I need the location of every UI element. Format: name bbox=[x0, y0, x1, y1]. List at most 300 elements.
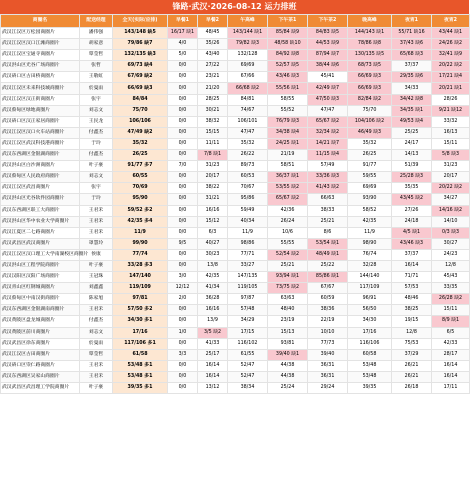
area-name-cell: 武汉江汉区汉口火车站商圈片 bbox=[1, 127, 80, 138]
manager-cell: 陈家旭 bbox=[80, 294, 113, 305]
shift-cell: 0/0 bbox=[168, 138, 198, 149]
shift-cell: 28/25 bbox=[198, 94, 228, 105]
shift-cell: 26/22 bbox=[228, 150, 268, 161]
shift-cell: 6/3 bbox=[198, 227, 228, 238]
shift-cell: 21/20 bbox=[198, 83, 228, 94]
shift-cell: 84/81 bbox=[228, 94, 268, 105]
shift-cell: 11/9 bbox=[113, 227, 168, 238]
shift-cell: 26/18 bbox=[392, 383, 432, 394]
column-header[interactable]: 早餐2 bbox=[198, 15, 228, 28]
shift-cell: 39/35 多1 bbox=[113, 383, 168, 394]
manager-cell: 王冠珠 bbox=[80, 272, 113, 283]
shift-cell: 34/30 多1 bbox=[113, 316, 168, 327]
shift-cell: 57/48 bbox=[228, 305, 268, 316]
shift-cell: 37/37 bbox=[392, 61, 432, 72]
table-row[interactable] bbox=[1, 194, 470, 205]
shift-cell: 91/77 bbox=[348, 161, 392, 172]
column-header[interactable]: 晚高峰 bbox=[348, 15, 392, 28]
shift-cell: 60/53 bbox=[228, 172, 268, 183]
area-name-cell: 武汉江汉区武昌商圈片 bbox=[1, 183, 80, 194]
shift-cell: 24/17 bbox=[392, 138, 432, 149]
shift-cell: 31/21 bbox=[198, 194, 228, 205]
shift-cell: 7/8 缺1 bbox=[198, 150, 228, 161]
table-row[interactable] bbox=[1, 360, 470, 371]
shift-cell: 44/38 bbox=[268, 360, 308, 371]
shift-cell: 44/38 bbox=[268, 371, 308, 382]
table-row[interactable] bbox=[1, 305, 470, 316]
manager-cell: 叶子豪 bbox=[80, 161, 113, 172]
shift-cell: 17/16 bbox=[348, 327, 392, 338]
table-row[interactable] bbox=[1, 94, 470, 105]
shift-cell: 66/63 bbox=[308, 194, 348, 205]
shift-cell: 39/40 bbox=[308, 349, 348, 360]
manager-cell: 王君禾 bbox=[80, 371, 113, 382]
shift-cell: 52/54 缺2 bbox=[268, 249, 308, 260]
shift-cell: 84/92 缺8 bbox=[268, 50, 308, 61]
area-name-cell: 武汉武昌区徐东商圈片 bbox=[1, 338, 80, 349]
shift-cell: 0/0 bbox=[168, 338, 198, 349]
shift-cell: 12/12 bbox=[168, 283, 198, 294]
shift-cell: 31/23 bbox=[432, 161, 470, 172]
table-row[interactable] bbox=[1, 50, 470, 61]
manager-cell: 付鑫杰 bbox=[80, 150, 113, 161]
shift-cell: 48/49 缺1 bbox=[308, 249, 348, 260]
shift-cell: 16/13 bbox=[432, 127, 470, 138]
shift-cell: 98/86 bbox=[228, 238, 268, 249]
shift-cell: 51/39 bbox=[392, 161, 432, 172]
area-name-cell: 武汉东西湖区联工大商圈片 bbox=[1, 205, 80, 216]
shift-cell: 31/23 bbox=[198, 161, 228, 172]
shift-cell: 77/73 bbox=[308, 338, 348, 349]
shift-cell: 68/73 缺5 bbox=[348, 61, 392, 72]
shift-cell: 96/91 bbox=[348, 294, 392, 305]
shift-cell: 0/0 bbox=[168, 205, 198, 216]
shift-cell: 12/8 bbox=[392, 327, 432, 338]
shift-cell: 73/75 缺2 bbox=[268, 283, 308, 294]
shift-cell: 117/109 bbox=[348, 283, 392, 294]
shift-cell: 79/82 缺3 bbox=[228, 39, 268, 50]
shift-cell: 42/49 缺7 bbox=[308, 83, 348, 94]
area-name-cell: 武汉洪山区光谷广场商圈片 bbox=[1, 61, 80, 72]
shift-cell: 23/19 bbox=[268, 316, 308, 327]
shift-cell: 29/35 缺6 bbox=[392, 72, 432, 83]
area-name-cell: 武汉江汉区万松园商圈片 bbox=[1, 28, 80, 39]
shift-cell: 1/0 bbox=[168, 327, 198, 338]
shift-cell: 55/56 缺1 bbox=[268, 83, 308, 94]
shift-cell: 35/35 bbox=[392, 183, 432, 194]
table-row[interactable] bbox=[1, 72, 470, 83]
area-name-cell: 武汉洪山区工程学院商圈片 bbox=[1, 260, 80, 271]
shift-cell: 35/32 bbox=[113, 138, 168, 149]
column-header[interactable]: 夜宵2 bbox=[432, 15, 470, 28]
table-row[interactable] bbox=[1, 39, 470, 50]
area-name-cell: 武汉洪山区白沙洲商圈片 bbox=[1, 161, 80, 172]
shift-cell: 0/0 bbox=[168, 183, 198, 194]
shift-cell: 47/49 缺2 bbox=[113, 127, 168, 138]
shift-cell: 43/46 缺3 bbox=[268, 72, 308, 83]
shift-cell: 82/84 缺2 bbox=[348, 94, 392, 105]
shift-cell: 0/0 bbox=[168, 83, 198, 94]
area-name-cell: 武汉蔡甸区绿地商圈片 bbox=[1, 105, 80, 116]
shift-cell: 14/13 bbox=[392, 150, 432, 161]
shift-cell: 13/12 bbox=[198, 383, 228, 394]
shift-cell: 33/27 bbox=[228, 260, 268, 271]
shift-cell: 116/106 bbox=[348, 338, 392, 349]
shift-cell: 38/36 bbox=[308, 305, 348, 316]
table-row[interactable] bbox=[1, 238, 470, 249]
table-row[interactable] bbox=[1, 371, 470, 382]
shift-cell: 66/69 缺3 bbox=[348, 72, 392, 83]
table-row[interactable] bbox=[1, 260, 470, 271]
shift-cell: 15/12 bbox=[198, 216, 228, 227]
area-name-cell: 武汉江汉区汉口江滩商圈片 bbox=[1, 39, 80, 50]
shift-cell: 3/0 bbox=[168, 272, 198, 283]
column-header[interactable]: 夜宵1 bbox=[392, 15, 432, 28]
shift-cell: 98/90 bbox=[348, 238, 392, 249]
shift-cell: 39/35 bbox=[348, 383, 392, 394]
shift-cell: 2/0 bbox=[168, 294, 198, 305]
manager-cell: 付鑫杰 bbox=[80, 316, 113, 327]
shift-cell: 116/102 bbox=[228, 338, 268, 349]
shift-cell: 0/0 bbox=[168, 61, 198, 72]
table-row[interactable] bbox=[1, 338, 470, 349]
manager-cell: 胡家意 bbox=[80, 39, 113, 50]
shift-cell: 144/140 bbox=[348, 272, 392, 283]
shift-cell: 11/15 缺4 bbox=[308, 150, 348, 161]
shift-cell: 55/52 bbox=[268, 105, 308, 116]
shift-cell: 45/43 bbox=[432, 272, 470, 283]
shift-cell: 11/9 bbox=[348, 227, 392, 238]
shift-cell: 10/6 bbox=[268, 227, 308, 238]
shift-cell: 17/15 bbox=[228, 327, 268, 338]
shift-cell: 33/32 bbox=[432, 116, 470, 127]
shift-cell: 28/26 bbox=[432, 94, 470, 105]
shift-cell: 40/34 bbox=[228, 216, 268, 227]
shift-cell: 53/48 bbox=[348, 360, 392, 371]
shift-cell: 11/11 bbox=[198, 138, 228, 149]
table-row[interactable] bbox=[1, 249, 470, 260]
shift-cell: 34/38 缺4 bbox=[268, 127, 308, 138]
shift-cell: 43/45 缺2 bbox=[392, 194, 432, 205]
column-header[interactable]: 配送经理 bbox=[80, 15, 113, 28]
shift-cell: 34/42 缺8 bbox=[392, 94, 432, 105]
shift-cell: 17/21 缺4 bbox=[432, 72, 470, 83]
column-header[interactable]: 商圈名 bbox=[1, 15, 80, 28]
shift-cell: 32/41 缺9 bbox=[432, 50, 470, 61]
shift-cell: 8/9 缺1 bbox=[432, 316, 470, 327]
shift-cell: 132/128 bbox=[228, 50, 268, 61]
manager-cell: 刘志文 bbox=[80, 105, 113, 116]
shift-cell: 41/43 缺2 bbox=[308, 183, 348, 194]
shift-cell: 36/31 bbox=[308, 360, 348, 371]
column-header[interactable]: 午高峰 bbox=[228, 15, 268, 28]
shift-cell: 38/44 缺6 bbox=[308, 61, 348, 72]
shift-cell: 24/18 bbox=[392, 216, 432, 227]
table-row[interactable] bbox=[1, 349, 470, 360]
shift-cell: 21/19 bbox=[268, 150, 308, 161]
table-row[interactable] bbox=[1, 161, 470, 172]
shift-cell: 35/26 bbox=[198, 39, 228, 50]
shift-cell: 34/27 bbox=[432, 194, 470, 205]
shift-cell: 33/28 多3 bbox=[113, 260, 168, 271]
shift-cell: 34/33 bbox=[392, 83, 432, 94]
shift-cell: 11/9 bbox=[228, 227, 268, 238]
shift-cell: 65/67 缺2 bbox=[268, 194, 308, 205]
shift-cell: 58/55 bbox=[268, 94, 308, 105]
shift-cell: 3/5 缺2 bbox=[198, 327, 228, 338]
table-row[interactable] bbox=[1, 172, 470, 183]
shift-cell: 0/0 bbox=[168, 94, 198, 105]
area-name-cell: 武汉黄陂区前川商圈片 bbox=[1, 327, 80, 338]
shift-cell: 75/53 bbox=[392, 338, 432, 349]
manager-cell: 王君禾 bbox=[80, 360, 113, 371]
manager-cell: 于玲 bbox=[80, 194, 113, 205]
shift-cell: 13/9 bbox=[198, 316, 228, 327]
shift-cell: 16/14 bbox=[392, 260, 432, 271]
shift-cell: 0/0 bbox=[168, 150, 198, 161]
area-name-cell: 武汉江汉区汉口理工大学南湖校区商圈片 bbox=[1, 249, 80, 260]
shift-cell: 0/0 bbox=[168, 383, 198, 394]
shift-cell: 42/35 bbox=[348, 216, 392, 227]
shift-cell: 20/22 缺2 bbox=[432, 183, 470, 194]
shift-cell: 77/71 bbox=[228, 249, 268, 260]
shift-cell: 9/5 bbox=[168, 238, 198, 249]
shift-cell: 93/90 bbox=[348, 194, 392, 205]
manager-cell: 刘志文 bbox=[80, 327, 113, 338]
table-row[interactable] bbox=[1, 272, 470, 283]
shift-cell: 130/135 缺5 bbox=[348, 50, 392, 61]
shift-cell: 69/69 bbox=[228, 61, 268, 72]
shift-cell: 13/8 bbox=[198, 260, 228, 271]
manager-cell: 叶子豪 bbox=[80, 383, 113, 394]
area-name-cell: 武汉黄陂区盘龙城商圈片 bbox=[1, 316, 80, 327]
shift-cell: 15/11 bbox=[432, 138, 470, 149]
table-row[interactable] bbox=[1, 138, 470, 149]
manager-cell: 刘鑫鑫 bbox=[80, 283, 113, 294]
shift-cell: 97/81 bbox=[113, 294, 168, 305]
shift-cell: 17/16 bbox=[113, 327, 168, 338]
shift-cell: 16/14 bbox=[432, 371, 470, 382]
shift-cell: 53/48 bbox=[348, 371, 392, 382]
shift-cell: 46/49 缺3 bbox=[348, 127, 392, 138]
shift-cell: 70/67 bbox=[228, 183, 268, 194]
table-row[interactable] bbox=[1, 383, 470, 394]
shift-cell: 66/69 缺3 bbox=[348, 83, 392, 94]
area-name-cell: 武汉蔡甸区人民政府商圈片 bbox=[1, 172, 80, 183]
shift-cell: 24/25 缺1 bbox=[268, 138, 308, 149]
manager-cell: 侯康 bbox=[80, 249, 113, 260]
shift-cell: 106/106 bbox=[113, 116, 168, 127]
shift-cell: 35/32 bbox=[228, 138, 268, 149]
shift-cell: 34/35 缺1 bbox=[392, 105, 432, 116]
shift-cell: 66/68 缺2 bbox=[228, 83, 268, 94]
column-header[interactable]: 全天(实际/应排) bbox=[113, 15, 168, 28]
shift-cell: 53/48 多1 bbox=[113, 371, 168, 382]
shift-cell: 119/109 bbox=[113, 283, 168, 294]
manager-cell: 张哲 bbox=[80, 61, 113, 72]
shift-cell: 25/21 bbox=[308, 216, 348, 227]
table-row[interactable] bbox=[1, 183, 470, 194]
shift-cell: 58/51 bbox=[268, 161, 308, 172]
shift-cell: 7/0 bbox=[168, 161, 198, 172]
shift-cell: 34/29 bbox=[228, 316, 268, 327]
shift-cell: 42/35 bbox=[198, 272, 228, 283]
shift-cell: 6/5 bbox=[432, 327, 470, 338]
shift-cell: 144/143 缺1 bbox=[348, 28, 392, 39]
shift-cell: 19/15 bbox=[392, 316, 432, 327]
shift-cell: 143/144 缺1 bbox=[228, 28, 268, 39]
table-row[interactable] bbox=[1, 105, 470, 116]
shift-cell: 52/47 bbox=[228, 360, 268, 371]
shift-cell: 43/44 缺1 bbox=[432, 28, 470, 39]
shift-cell: 63/63 bbox=[268, 294, 308, 305]
shift-cell: 93/94 缺1 bbox=[268, 272, 308, 283]
shift-cell: 42/35 多4 bbox=[113, 216, 168, 227]
shift-cell: 25/21 bbox=[268, 260, 308, 271]
shift-cell: 33/35 bbox=[432, 283, 470, 294]
shift-cell: 16/14 bbox=[198, 360, 228, 371]
shift-cell: 55/55 bbox=[268, 238, 308, 249]
area-name-cell: 武汉洪山区华中农业大学商圈片 bbox=[1, 216, 80, 227]
shift-cell: 8/6 bbox=[308, 227, 348, 238]
shift-cell: 5/0 bbox=[168, 50, 198, 61]
shift-cell: 59/55 bbox=[348, 172, 392, 183]
area-name-cell: 武汉汉阳区汉阳广场商圈片 bbox=[1, 272, 80, 283]
shift-cell: 41/33 bbox=[198, 338, 228, 349]
manager-cell: 于玲 bbox=[80, 138, 113, 149]
shift-cell: 25/24 bbox=[268, 383, 308, 394]
shift-cell: 71/71 bbox=[392, 272, 432, 283]
table-row[interactable] bbox=[1, 28, 470, 39]
manager-cell: 於曼雨 bbox=[80, 83, 113, 94]
table-row[interactable] bbox=[1, 150, 470, 161]
shift-cell: 52/47 bbox=[228, 371, 268, 382]
shift-cell: 9/21 缺12 bbox=[432, 105, 470, 116]
shift-cell: 34/30 bbox=[348, 316, 392, 327]
table-row[interactable] bbox=[1, 283, 470, 294]
shift-cell: 38/34 bbox=[228, 383, 268, 394]
table-row[interactable] bbox=[1, 216, 470, 227]
shift-cell: 27/26 bbox=[392, 205, 432, 216]
shift-cell: 57/50 多2 bbox=[113, 305, 168, 316]
table-row[interactable] bbox=[1, 227, 470, 238]
manager-cell: 王敬虹 bbox=[80, 72, 113, 83]
shift-cell: 143/148 缺5 bbox=[113, 28, 168, 39]
area-name-cell: 武汉江汉区古田商圈片 bbox=[1, 349, 80, 360]
manager-cell: 王君禾 bbox=[80, 305, 113, 316]
shift-cell: 106/101 bbox=[228, 116, 268, 127]
column-header[interactable]: 下午茶1 bbox=[268, 15, 308, 28]
shift-cell: 79/86 缺7 bbox=[113, 39, 168, 50]
shift-cell: 15/13 bbox=[268, 327, 308, 338]
shift-cell: 45/41 bbox=[308, 72, 348, 83]
area-name-cell: 武汉江汉区武汉科技港商圈片 bbox=[1, 138, 80, 149]
shift-cell: 41/34 bbox=[198, 283, 228, 294]
table-row[interactable] bbox=[1, 61, 470, 72]
table-row[interactable] bbox=[1, 205, 470, 216]
shift-cell: 69/73 缺4 bbox=[113, 61, 168, 72]
shift-cell: 37/37 bbox=[392, 249, 432, 260]
shift-cell: 47/50 缺3 bbox=[308, 94, 348, 105]
shift-cell: 57/53 bbox=[392, 283, 432, 294]
shift-cell: 60/59 bbox=[308, 294, 348, 305]
shift-cell: 20/17 bbox=[198, 172, 228, 183]
shift-cell: 5/8 缺3 bbox=[432, 150, 470, 161]
manager-cell: 刘志文 bbox=[80, 172, 113, 183]
shift-cell: 20/22 缺2 bbox=[432, 61, 470, 72]
shift-cell: 147/135 bbox=[228, 272, 268, 283]
area-name-cell: 武汉东西湖区金银湖南商圈片 bbox=[1, 305, 80, 316]
shift-cell: 20/17 bbox=[432, 172, 470, 183]
shift-cell: 30/27 bbox=[432, 238, 470, 249]
shift-cell: 93/81 bbox=[268, 338, 308, 349]
shift-cell: 65/67 缺2 bbox=[308, 116, 348, 127]
manager-cell: 叶子豪 bbox=[80, 260, 113, 271]
shift-cell: 132/135 缺3 bbox=[113, 50, 168, 61]
shift-cell: 77/74 bbox=[113, 249, 168, 260]
table-row[interactable] bbox=[1, 116, 470, 127]
shift-cell: 44/53 缺9 bbox=[308, 39, 348, 50]
column-header[interactable]: 下午茶2 bbox=[308, 15, 348, 28]
shift-cell: 47/47 bbox=[308, 105, 348, 116]
shift-cell: 10/10 bbox=[308, 327, 348, 338]
manager-cell: 王君禾 bbox=[80, 227, 113, 238]
shift-cell: 58/52 bbox=[348, 205, 392, 216]
area-name-cell: 武汉硚口区古田桥商圈片 bbox=[1, 72, 80, 83]
shift-cell: 17/11 bbox=[432, 383, 470, 394]
manager-cell: 王君禾 bbox=[80, 205, 113, 216]
shift-cell: 84/83 缺5 bbox=[308, 28, 348, 39]
table-row[interactable] bbox=[1, 327, 470, 338]
table-row[interactable] bbox=[1, 316, 470, 327]
shift-cell: 48/40 bbox=[268, 305, 308, 316]
table-row[interactable] bbox=[1, 83, 470, 94]
shift-cell: 60/58 bbox=[348, 349, 392, 360]
page-title: 锋路·武汉·2026-08-12 运力排班 bbox=[0, 0, 469, 14]
table-row[interactable] bbox=[1, 294, 470, 305]
shift-cell: 53/55 缺2 bbox=[268, 183, 308, 194]
shift-cell: 95/86 bbox=[228, 194, 268, 205]
shift-cell: 36/28 bbox=[198, 294, 228, 305]
manager-cell: 潘伟强 bbox=[80, 28, 113, 39]
shift-cell: 26/21 bbox=[392, 371, 432, 382]
shift-cell: 74/67 bbox=[228, 105, 268, 116]
shift-cell: 0/0 bbox=[168, 227, 198, 238]
area-name-cell: 武汉武昌区武昌理工学院商圈片 bbox=[1, 383, 80, 394]
table-row[interactable] bbox=[1, 127, 470, 138]
shift-cell: 147/140 bbox=[113, 272, 168, 283]
shift-cell: 61/58 bbox=[113, 349, 168, 360]
shift-cell: 99/90 bbox=[113, 238, 168, 249]
shift-cell: 38/22 bbox=[198, 183, 228, 194]
shift-cell: 37/43 缺6 bbox=[392, 39, 432, 50]
shift-cell: 16/14 bbox=[432, 360, 470, 371]
shift-cell: 0/0 bbox=[168, 260, 198, 271]
shift-cell: 22/19 bbox=[308, 316, 348, 327]
shift-cell: 67/66 bbox=[228, 72, 268, 83]
shift-cell: 14/21 缺7 bbox=[308, 138, 348, 149]
column-header[interactable]: 早餐1 bbox=[168, 15, 198, 28]
manager-cell: 於曼雨 bbox=[80, 338, 113, 349]
shift-cell: 91/77 多7 bbox=[113, 161, 168, 172]
shift-cell: 52/57 缺5 bbox=[268, 61, 308, 72]
shift-cell: 30/21 bbox=[198, 105, 228, 116]
shift-cell: 59/52 多2 bbox=[113, 205, 168, 216]
shift-cell: 26/28 缺2 bbox=[432, 294, 470, 305]
shift-cell: 25/17 bbox=[198, 349, 228, 360]
shift-cell: 53/54 缺1 bbox=[308, 238, 348, 249]
shift-cell: 25/28 缺3 bbox=[392, 172, 432, 183]
